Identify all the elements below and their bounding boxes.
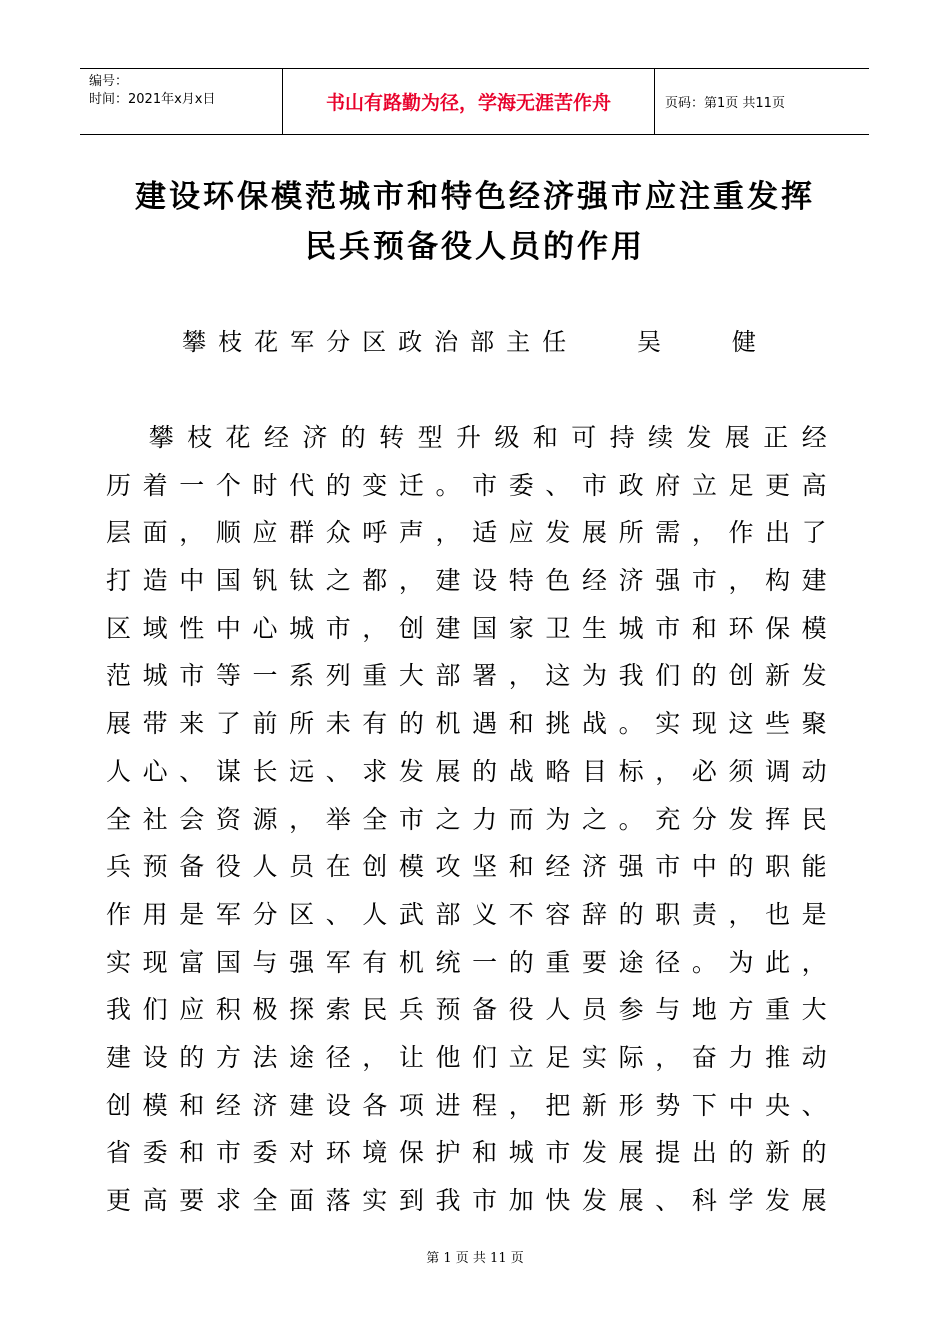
body-line: 兵预备役人员在创模攻坚和经济强市中的职能: [106, 852, 837, 882]
body-line: 我们应积极探索民兵预备役人员参与地方重大: [106, 995, 837, 1025]
body-line: 展带来了前所未有的机遇和挑战。实现这些聚: [106, 709, 837, 739]
body-line: 实现富国与强军有机统一的重要途径。为此，: [106, 947, 837, 977]
body-line: 打造中国钒钛之都，建设特色经济强市，构建: [106, 566, 837, 596]
header-meta-cell: [80, 69, 283, 134]
title-line-2: 民兵预备役人员的作用: [305, 229, 645, 265]
body-paragraph: [106, 414, 837, 1225]
body-line: 建设的方法途径，让他们立足实际，奋力推动: [106, 1042, 837, 1072]
body-line: 人心、谋长远、求发展的战略目标，必须调动: [106, 756, 837, 786]
page-info: 页码：第1页 共11页: [665, 96, 785, 111]
body-line: 全社会资源，举全市之力而为之。充分发挥民: [106, 804, 837, 834]
body-line: 层面，顺应群众呼声，适应发展所需，作出了: [106, 518, 837, 548]
header-table: [80, 68, 869, 135]
number-label: 编号：: [89, 74, 129, 89]
body-line: 作用是军分区、人武部义不容辞的职责，也是: [106, 899, 837, 929]
body-line: 区域性中心城市，创建国家卫生城市和环保模: [106, 613, 837, 643]
title-line-1: 建设环保模范城市和特色经济强市应注重发挥: [135, 179, 815, 215]
document-title: [100, 172, 850, 272]
page-footer: 第 1 页 共 11 页: [426, 1251, 524, 1266]
author-line: 攀枝花军分区政治部主任 吴 健: [182, 328, 768, 356]
body-line: 攀枝花经济的转型升级和可持续发展正经: [106, 423, 837, 452]
body-line: 省委和市委对环境保护和城市发展提出的新的: [106, 1138, 837, 1168]
motto: 书山有路勤为径，学海无涯苦作舟: [283, 69, 655, 134]
time-label: 时间：2021年x月x日: [89, 92, 216, 107]
body-line: 创模和经济建设各项进程，把新形势下中央、: [106, 1090, 837, 1120]
body-line: 历着一个时代的变迁。市委、市政府立足更高: [106, 470, 837, 500]
body-line: 更高要求全面落实到我市加快发展、科学发展: [106, 1186, 837, 1215]
body-line: 范城市等一系列重大部署，这为我们的创新发: [106, 661, 837, 691]
